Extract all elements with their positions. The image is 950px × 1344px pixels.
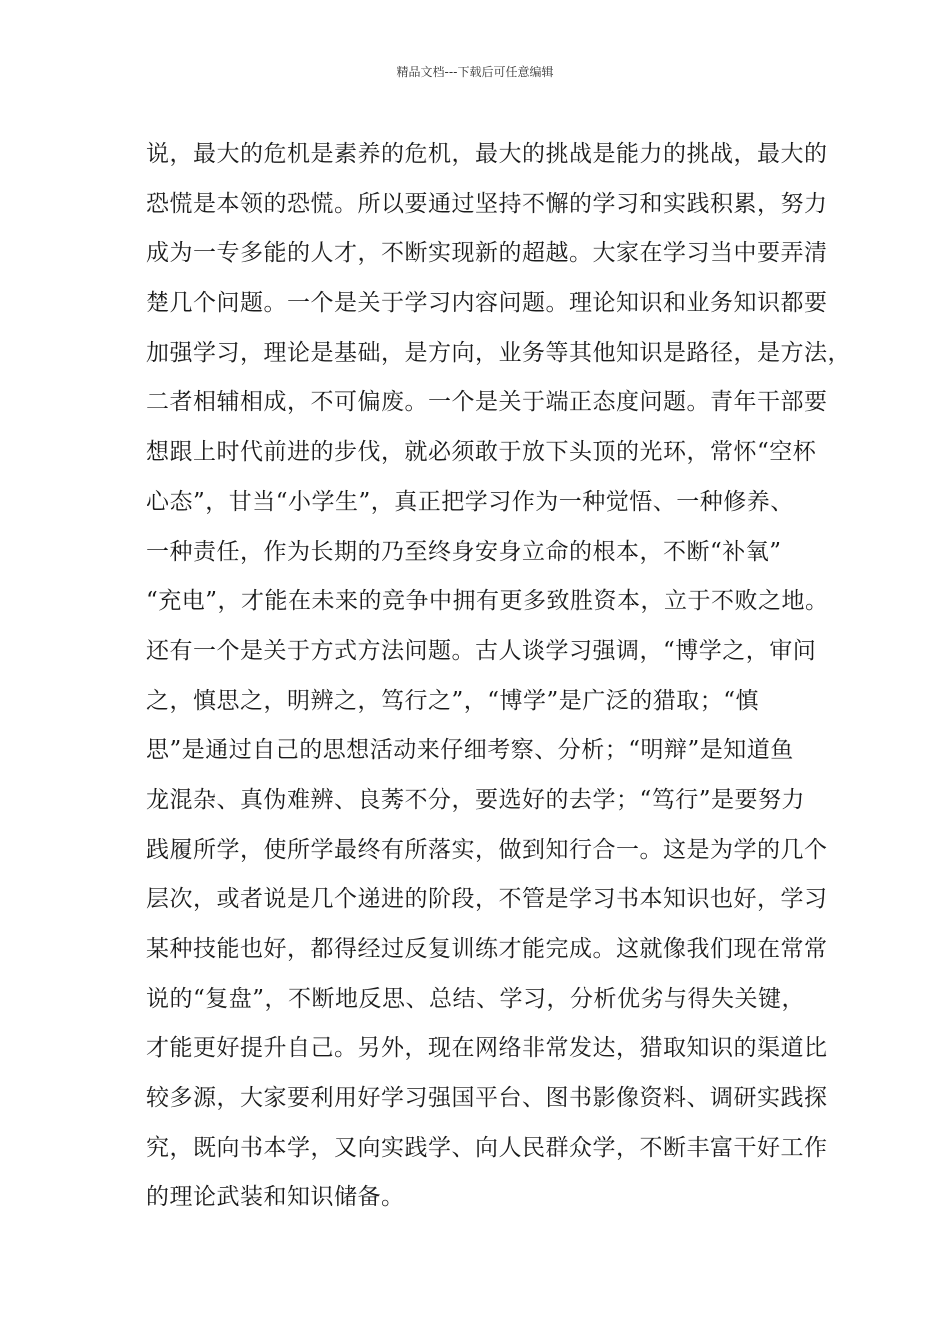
text-line: 较多源，大家要利用好学习强国平台、图书影像资料、调研实践探	[146, 1085, 828, 1112]
text-line: 层次，或者说是几个递进的阶段，不管是学习书本知识也好，学习	[146, 886, 828, 913]
text-line: 某种技能也好，都得经过反复训练才能完成。这就像我们现在常常	[146, 936, 828, 962]
text-line: 成为一专多能的人才，不断实现新的超越。大家在学习当中要弄清	[146, 240, 828, 267]
text-line: 心态”，甘当“小学生”，真正把学习作为一种觉悟、一种修养、	[146, 488, 794, 515]
text-line: 龙混杂、真伪难辨、良莠不分，要选好的去学；“笃行”是要努力	[146, 786, 806, 813]
text-line: 究，既向书本学，又向实践学、向人民群众学，不断丰富干好工作	[146, 1134, 828, 1161]
text-line: 思”是通过自己的思想活动来仔细考察、分析；“明辩”是知道鱼	[146, 737, 794, 764]
text-line: “充电”，才能在未来的竞争中拥有更多致胜资本，立于不败之地。	[146, 588, 829, 615]
text-line: 想跟上时代前进的步伐，就必须敢于放下头顶的光环，常怀“空杯	[146, 439, 817, 466]
text-line: 践履所学，使所学最终有所落实，做到知行合一。这是为学的几个	[146, 836, 828, 863]
text-line: 说的“复盘”，不断地反思、总结、学习，分析优劣与得失关键，	[146, 985, 806, 1012]
text-line: 的理论武装和知识储备。	[146, 1184, 405, 1211]
text-line: 还有一个是关于方式方法问题。古人谈学习强调，“博学之，审问	[146, 637, 817, 664]
text-line: 才能更好提升自己。另外，现在网络非常发达，猎取知识的渠道比	[146, 1035, 828, 1062]
text-line: 一种责任，作为长期的乃至终身安身立命的根本，不断“补氧”	[146, 538, 782, 565]
text-line: 说，最大的危机是素养的危机，最大的挑战是能力的挑战，最大的	[146, 141, 828, 167]
page-header: 精品文档---下载后可任意编辑	[396, 65, 554, 79]
text-line: 加强学习，理论是基础，是方向，业务等其他知识是路径，是方法，	[146, 339, 851, 366]
body-text	[146, 130, 851, 1223]
text-line: 二者相辅相成，不可偏废。一个是关于端正态度问题。青年干部要	[146, 389, 828, 416]
text-line: 之，慎思之，明辨之，笃行之”，“博学”是广泛的猎取；“慎	[146, 687, 760, 714]
text-line: 恐慌是本领的恐慌。所以要通过坚持不懈的学习和实践积累，努力	[146, 190, 828, 217]
text-line: 楚几个问题。一个是关于学习内容问题。理论知识和业务知识都要	[146, 290, 828, 317]
